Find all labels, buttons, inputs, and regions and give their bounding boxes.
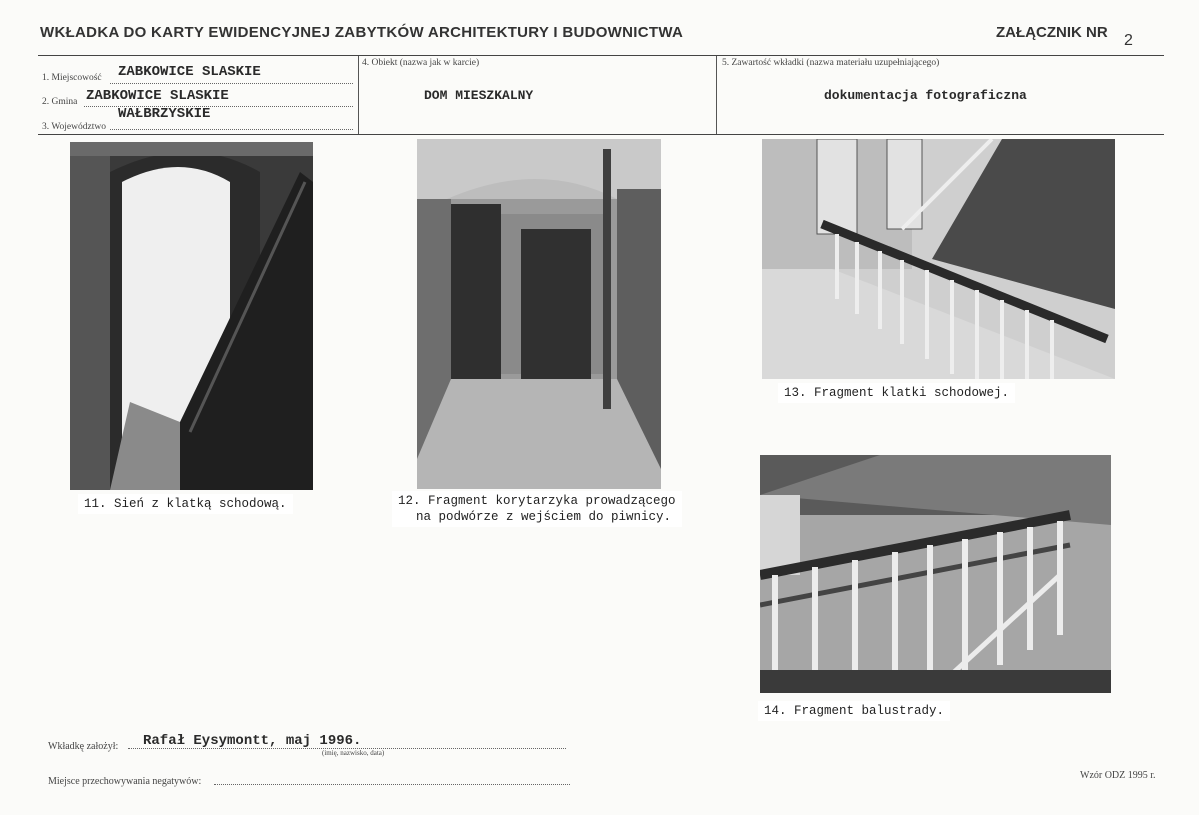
form-divider-2 (716, 56, 717, 134)
locality-value: ZABKOWICE SLASKIE (118, 64, 261, 80)
photo-14-balustrade (760, 455, 1111, 693)
photo-13-caption: 13. Fragment klatki schodowej. (778, 383, 1015, 403)
voivodeship-value: WAŁBRZYSKIE (118, 106, 211, 122)
photo-13-staircase (762, 139, 1115, 379)
voivodeship-label: 3. Województwo (42, 122, 106, 132)
template-id: Wzór ODZ 1995 r. (1080, 770, 1156, 781)
object-label: 4. Obiekt (nazwa jak w karcie) (362, 58, 480, 68)
photo-11-hallway (70, 142, 313, 490)
photo-12-caption (392, 491, 682, 527)
form-top-rule (38, 55, 1164, 56)
author-value: Rafał Eysymontt, maj 1996. (143, 733, 362, 749)
annex-number: 2 (1124, 32, 1133, 49)
photo-12-caption-line1: 12. Fragment korytarzyka prowadzącego (398, 494, 676, 508)
storage-dotted-line (214, 784, 570, 785)
photo-12-caption-line2: na podwórze z wejściem do piwnicy. (416, 510, 672, 524)
photo-14-caption: 14. Fragment balustrady. (758, 701, 950, 721)
author-label: Wkładkę założył: (48, 741, 119, 752)
commune-label: 2. Gmina (42, 97, 78, 107)
commune-value: ZABKOWICE SLASKIE (86, 88, 229, 104)
storage-label: Miejsce przechowywania negatywów: (48, 776, 202, 787)
photo-12-corridor (417, 139, 661, 489)
form-divider-1 (358, 56, 359, 134)
author-hint: (imię, nazwisko, data) (322, 749, 385, 757)
locality-dotted-line (110, 83, 353, 84)
annex-label: ZAŁĄCZNIK NR (996, 24, 1108, 41)
form-bottom-rule (38, 134, 1164, 135)
locality-label: 1. Miejscowość (42, 73, 102, 83)
contents-label: 5. Zawartość wkładki (nazwa materiału uzupełniającego) (722, 58, 940, 68)
page-title: WKŁADKA DO KARTY EWIDENCYJNEJ ZABYTKÓW ARCHITEKTURY I BUDOWNICTWA (40, 24, 684, 41)
voivodeship-dotted-line (110, 129, 353, 130)
photo-11-caption: 11. Sień z klatką schodową. (78, 494, 293, 514)
object-value: DOM MIESZKALNY (424, 88, 534, 103)
contents-value: dokumentacja fotograficzna (824, 88, 1027, 103)
